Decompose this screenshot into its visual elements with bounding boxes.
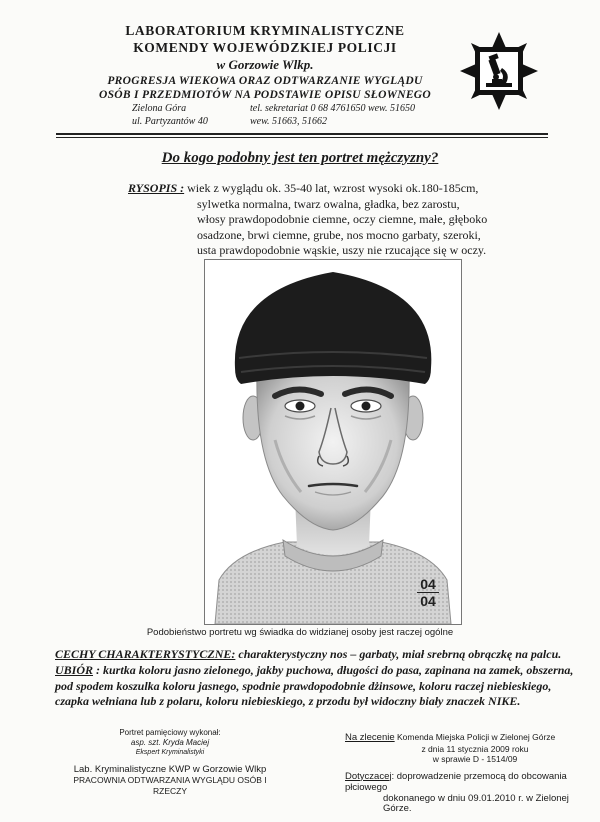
header-line-1: LABORATORIUM KRYMINALISTYCZNE (125, 23, 405, 38)
address-city: Zielona Góra (132, 103, 187, 114)
portrait-caption: Podobieństwo portretu wg świadka do widzianej osoby jest raczej ogólne (146, 627, 454, 638)
description-label: RYSOPIS : (128, 181, 185, 195)
header-divider (56, 133, 548, 135)
author-intro: Portret pamięciowy wykonał: (119, 728, 221, 737)
concerning-text: : doprowadzenie przemocą do obcowania płciowego (345, 770, 567, 793)
clothing-line: pod spodem koszulka koloru jasnego, spodnie prawdopodobnie dżinsowe, koloru raczej niebieskiego, (55, 678, 552, 693)
concerning-label: Dotyczacej (345, 770, 392, 782)
phone-block (250, 102, 415, 128)
portrait-sketch (205, 260, 461, 624)
author-title: Ekspert Kryminalistyki (135, 749, 205, 756)
phone-line-2: wew. 51663, 51662 (250, 116, 328, 127)
phone-line-1: tel. sekretariat 0 68 4761650 wew. 51650 (250, 103, 415, 114)
author-name: asp. szt. Kryda Maciej (130, 738, 210, 747)
header-divider-thin (56, 137, 548, 138)
characteristics-text: charakterystyczny nos – garbaty, miał srebrną obrączkę na palcu. (235, 647, 562, 661)
sketch-number-badge (417, 577, 439, 608)
description-line: osadzone, brwi ciemne, grube, nos mocno garbaty, szeroki, (197, 227, 481, 242)
description-line: wiek z wyglądu ok. 35-40 lat, wzrost wysoki ok.180-185cm, (187, 181, 479, 195)
commission-block (345, 732, 585, 815)
commission-text: Komenda Miejska Policji w Zielonej Górze (394, 732, 556, 742)
description-line: sylwetka normalna, twarz owalna, gładka, bez zarostu, (197, 196, 460, 211)
address-block (132, 102, 208, 128)
description-block (128, 181, 558, 259)
characteristics-label: CECHY CHARAKTERYSTYCZNE: (55, 647, 236, 661)
description-line: usta prawdopodobnie wąskie, uszy nie rzucające się w oczy. (197, 243, 487, 257)
commission-label: Na zlecenie (345, 732, 395, 743)
clothing (55, 663, 575, 710)
poster-question: Do kogo podobny jest ten portret mężczyzny? (161, 150, 439, 166)
header-line-2: KOMENDY WOJEWÓDZKIEJ POLICJI (133, 40, 397, 55)
commission-date: z dnia 11 stycznia 2009 roku (421, 743, 529, 754)
description-line: włosy prawdopodobnie ciemne, oczy ciemne, małe, głęboko (197, 212, 488, 226)
clothing-line: : kurtka koloru jasno zielonego, jakby puchowa, długości do pasa, zapinana na zamek, obszerna, (93, 663, 574, 677)
author-block (60, 728, 280, 797)
header-line-3: w Gorzowie Wlkp. (216, 57, 314, 72)
characteristics (55, 647, 575, 663)
case-number: w sprawie D - 1514/09 (432, 754, 518, 764)
police-lab-logo-icon (458, 30, 540, 112)
concerning-text-2: dokonanego w dniu 09.01.2010 r. w Zielonej Górze. (383, 792, 569, 814)
lab-unit: PRACOWNIA ODTWARZANIA WYGLĄDU OSÓB I RZECZY (73, 775, 267, 796)
badge-bottom: 04 (420, 593, 436, 609)
header-line-5: OSÓB I PRZEDMIOTÓW NA PODSTAWIE OPISU SŁOWNEGO (98, 89, 432, 101)
clothing-line: czapka wełniana lub z polaru, koloru niebieskiego, z przodu był widoczny biały znaczek NIKE. (55, 694, 521, 708)
composite-portrait (204, 259, 462, 625)
clothing-label: UBIÓR (55, 663, 94, 677)
header-line-4: PROGRESJA WIEKOWA ORAZ ODTWARZANIE WYGLĄDU (107, 75, 423, 87)
institution-header (80, 22, 450, 102)
address-street: ul. Partyzantów 40 (132, 116, 208, 127)
lab-name: Lab. Kryminalistyczne KWP w Gorzowie Wlkp (73, 764, 267, 775)
badge-top: 04 (420, 576, 436, 592)
